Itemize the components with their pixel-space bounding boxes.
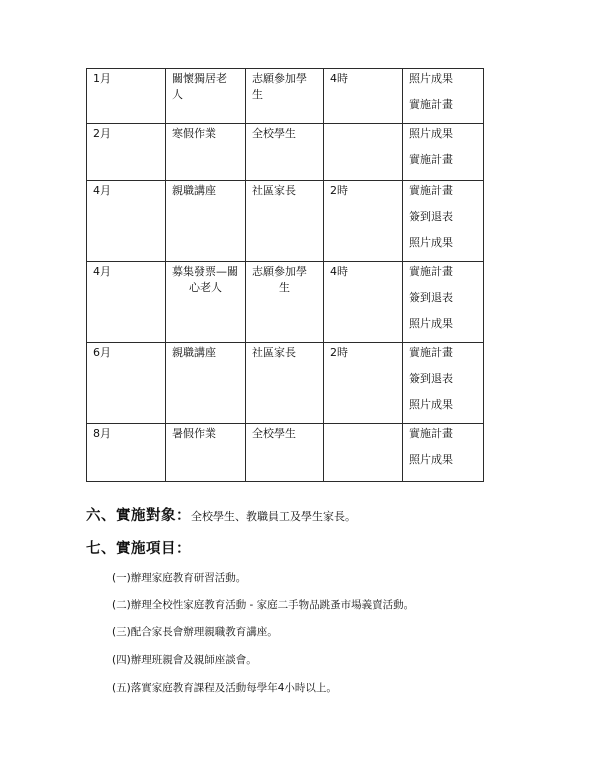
output-item: 照片成果 — [409, 453, 453, 466]
table-row — [87, 343, 484, 424]
outputs-cell — [403, 181, 484, 262]
audience-line: 生 — [252, 88, 263, 101]
month-cell: 1月 — [87, 69, 166, 124]
table-row — [87, 181, 484, 262]
list-item: (三)配合家長會辦理親職教育講座。 — [112, 626, 278, 638]
audience-line: 社區家長 — [252, 346, 296, 359]
output-item: 照片成果 — [409, 72, 453, 85]
output-item: 實施計畫 — [409, 346, 453, 359]
audience-cell — [246, 262, 324, 343]
activity-schedule-table — [86, 68, 484, 482]
activity-line: 寒假作業 — [172, 127, 216, 140]
section-heading: 六、實施對象： — [86, 508, 191, 524]
activity-line: 親職講座 — [172, 346, 216, 359]
table-row — [87, 424, 484, 482]
activity-line: 暑假作業 — [172, 427, 216, 440]
section-target-audience — [86, 504, 356, 525]
audience-cell — [246, 181, 324, 262]
output-item: 簽到退表 — [409, 210, 453, 223]
activity-line: 心老人 — [189, 281, 222, 294]
list-item: (二)辦理全校性家庭教育活動 - 家庭二手物品跳蚤市場義賣活動。 — [112, 599, 415, 611]
outputs-cell — [403, 343, 484, 424]
output-item: 簽到退表 — [409, 291, 453, 304]
table-row — [87, 262, 484, 343]
section-implementation-items — [86, 537, 191, 558]
activity-cell — [166, 424, 246, 482]
output-item: 實施計畫 — [409, 98, 453, 111]
output-item: 簽到退表 — [409, 372, 453, 385]
activity-cell — [166, 181, 246, 262]
outputs-cell — [403, 262, 484, 343]
list-item: (四)辦理班親會及親師座談會。 — [112, 654, 257, 666]
activity-cell — [166, 69, 246, 124]
list-item: (一)辦理家庭教育研習活動。 — [112, 572, 247, 584]
outputs-cell — [403, 69, 484, 124]
output-item: 實施計畫 — [409, 153, 453, 166]
output-item: 實施計畫 — [409, 265, 453, 278]
audience-line: 志願參加學 — [252, 72, 307, 85]
audience-line: 全校學生 — [252, 427, 296, 440]
output-item: 實施計畫 — [409, 427, 453, 440]
section-text: 全校學生、教職員工及學生家長。 — [191, 510, 356, 523]
hours-cell — [324, 424, 403, 482]
section-heading: 七、實施項目： — [86, 541, 191, 557]
list-item: (五)落實家庭教育課程及活動每學年4小時以上。 — [112, 682, 337, 694]
activity-line: 關懷獨居老 — [172, 72, 227, 85]
activity-cell — [166, 124, 246, 181]
audience-line: 生 — [279, 281, 290, 294]
output-item: 實施計畫 — [409, 184, 453, 197]
activity-cell — [166, 343, 246, 424]
output-item: 照片成果 — [409, 398, 453, 411]
activity-line: 親職講座 — [172, 184, 216, 197]
hours-cell: 2時 — [324, 343, 403, 424]
audience-cell — [246, 343, 324, 424]
output-item: 照片成果 — [409, 127, 453, 140]
audience-line: 全校學生 — [252, 127, 296, 140]
output-item: 照片成果 — [409, 236, 453, 249]
audience-cell — [246, 424, 324, 482]
table-row — [87, 124, 484, 181]
month-cell: 8月 — [87, 424, 166, 482]
audience-line: 志願參加學 — [252, 265, 307, 278]
outputs-cell — [403, 424, 484, 482]
hours-cell: 4時 — [324, 262, 403, 343]
activity-line: 募集發票—關 — [172, 265, 238, 278]
hours-cell: 4時 — [324, 69, 403, 124]
output-item: 照片成果 — [409, 317, 453, 330]
activity-cell — [166, 262, 246, 343]
month-cell: 4月 — [87, 181, 166, 262]
month-cell: 2月 — [87, 124, 166, 181]
month-cell: 4月 — [87, 262, 166, 343]
audience-cell — [246, 69, 324, 124]
audience-cell — [246, 124, 324, 181]
hours-cell — [324, 124, 403, 181]
audience-line: 社區家長 — [252, 184, 296, 197]
activity-line: 人 — [172, 88, 183, 101]
hours-cell: 2時 — [324, 181, 403, 262]
table-row — [87, 69, 484, 124]
month-cell: 6月 — [87, 343, 166, 424]
outputs-cell — [403, 124, 484, 181]
